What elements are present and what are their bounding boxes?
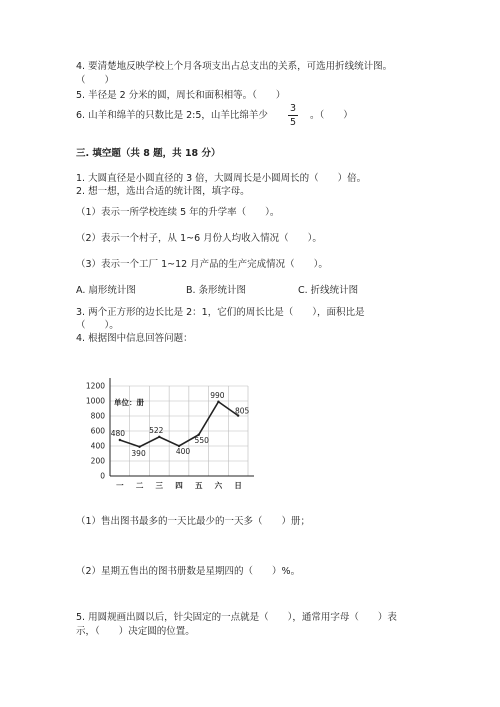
q6-tail: 。（ ） xyxy=(310,110,353,121)
f4-q1: （1）售出图书最多的一天比最少的一天多（ ）册； xyxy=(76,516,311,527)
data-label: 480 xyxy=(110,429,126,438)
x-tick-label: 日 xyxy=(234,481,242,490)
y-tick-label: 600 xyxy=(90,426,105,436)
x-tick-label: 二 xyxy=(135,481,144,490)
f2-text: 2. 想一想，选出合适的统计图，填字母。 xyxy=(76,186,250,197)
section-title: 三. 填空题（共 8 题，共 18 分） xyxy=(76,148,221,159)
x-tick-label: 三 xyxy=(155,481,164,490)
f2-option-b: B. 条形统计图 xyxy=(186,285,247,296)
f2-option-c: C. 折线统计图 xyxy=(298,285,359,296)
data-label: 990 xyxy=(210,390,225,400)
data-series-line xyxy=(120,402,238,447)
q4-line2: （ ） xyxy=(76,75,115,86)
data-point xyxy=(138,446,140,448)
data-label: 522 xyxy=(149,425,164,435)
y-tick-label: 200 xyxy=(90,456,105,466)
f2-option-a: A. 扇形统计图 xyxy=(76,285,136,296)
y-tick-label: 800 xyxy=(90,411,105,421)
f2-item-3: （3）表示一个工厂 1~12 月产品的生产完成情况（ ）。 xyxy=(76,259,328,270)
q6-fraction-denominator: 5 xyxy=(289,117,297,128)
f5-line1: 5. 用圆规画出圆以后，针尖固定的一点就是（ ），通常用字母（ ）表 xyxy=(76,612,397,623)
data-label: 390 xyxy=(131,448,146,458)
f4-text: 4. 根据图中信息回答问题： xyxy=(76,333,193,344)
x-tick-label: 五 xyxy=(194,481,203,490)
data-label: 400 xyxy=(175,447,191,456)
f3-line2: （ ）。 xyxy=(76,320,119,331)
x-tick-label: 四 xyxy=(175,481,183,490)
q6-text: 6. 山羊和绵羊的只数比是 2:5，山羊比绵羊少 xyxy=(76,110,268,121)
q6-fraction-numerator: 3 xyxy=(289,103,297,114)
f4-q2: （2）星期五售出的图书册数是星期四的（ ）%。 xyxy=(76,566,301,577)
data-point xyxy=(119,439,121,441)
f1-text: 1. 大圆直径是小圆直径的 3 倍，大圆周长是小圆周长的（ ）倍。 xyxy=(76,173,367,184)
q5-text: 5. 半径是 2 分米的圆，周长和面积相等。（ ） xyxy=(76,90,286,101)
y-tick-label: 1000 xyxy=(85,396,105,406)
q4-line1: 4. 要清楚地反映学校上个月各项支出占总支出的关系，可选用折线统计图。 xyxy=(76,61,393,72)
data-label: 805 xyxy=(234,406,250,416)
chart-unit-label: 单位：册 xyxy=(114,398,144,407)
x-tick-label: 六 xyxy=(214,481,223,490)
data-label: 550 xyxy=(194,435,209,445)
f5-line2: 示，（ ）决定圆的位置。 xyxy=(76,626,195,637)
f2-item-2: （2）表示一个村子，从 1~6 月份人均收入情况（ ）。 xyxy=(76,233,322,244)
f3-line1: 3. 两个正方形的边长比是 2：1，它们的周长比是（ ），面积比是 xyxy=(76,307,365,318)
y-tick-label: 1200 xyxy=(85,381,105,391)
y-tick-label: 0 xyxy=(100,471,105,481)
data-point xyxy=(217,401,219,403)
y-tick-label: 400 xyxy=(90,441,105,451)
f2-item-1: （1）表示一所学校连续 5 年的升学率（ ）。 xyxy=(76,207,280,218)
data-point xyxy=(158,436,160,438)
x-tick-label: 一 xyxy=(116,481,124,490)
